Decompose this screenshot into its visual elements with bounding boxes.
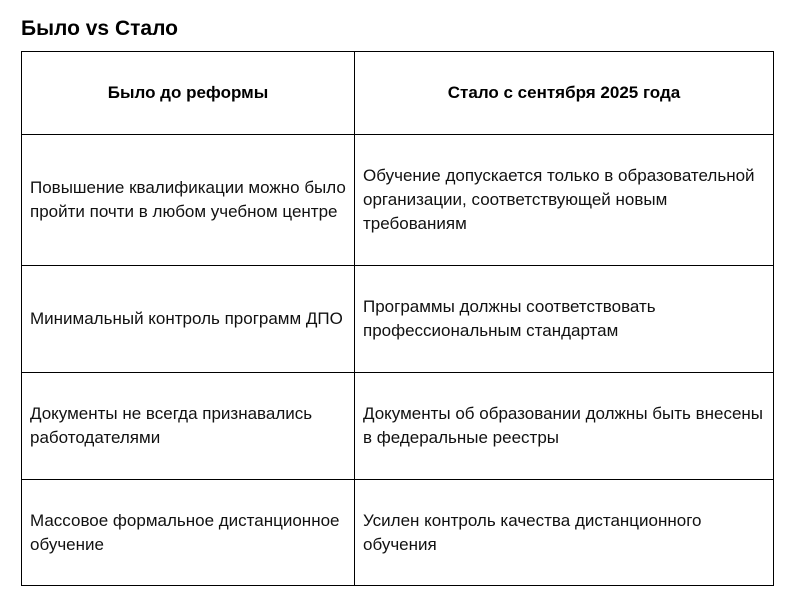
cell-after: Программы должны соответствовать профессиональным стандартам <box>355 266 774 373</box>
cell-before: Документы не всегда признавались работодателями <box>22 373 355 480</box>
column-header-after: Стало с сентября 2025 года <box>355 52 774 135</box>
table-body <box>22 135 774 586</box>
cell-after: Обучение допускается только в образовательной организации, соответствующей новым требованиям <box>355 135 774 266</box>
cell-before: Массовое формальное дистанционное обучение <box>22 480 355 586</box>
cell-before: Минимальный контроль программ ДПО <box>22 266 355 373</box>
cell-before: Повышение квалификации можно было пройти почти в любом учебном центре <box>22 135 355 266</box>
page-title: Было vs Стало <box>21 17 178 40</box>
header-row <box>22 52 774 135</box>
table-row <box>22 480 774 586</box>
cell-after: Усилен контроль качества дистанционного обучения <box>355 480 774 586</box>
table-header <box>22 52 774 135</box>
table-row <box>22 135 774 266</box>
table-row <box>22 373 774 480</box>
comparison-table <box>21 51 774 586</box>
cell-after: Документы об образовании должны быть внесены в федеральные реестры <box>355 373 774 480</box>
table-row <box>22 266 774 373</box>
column-header-before: Было до реформы <box>22 52 355 135</box>
